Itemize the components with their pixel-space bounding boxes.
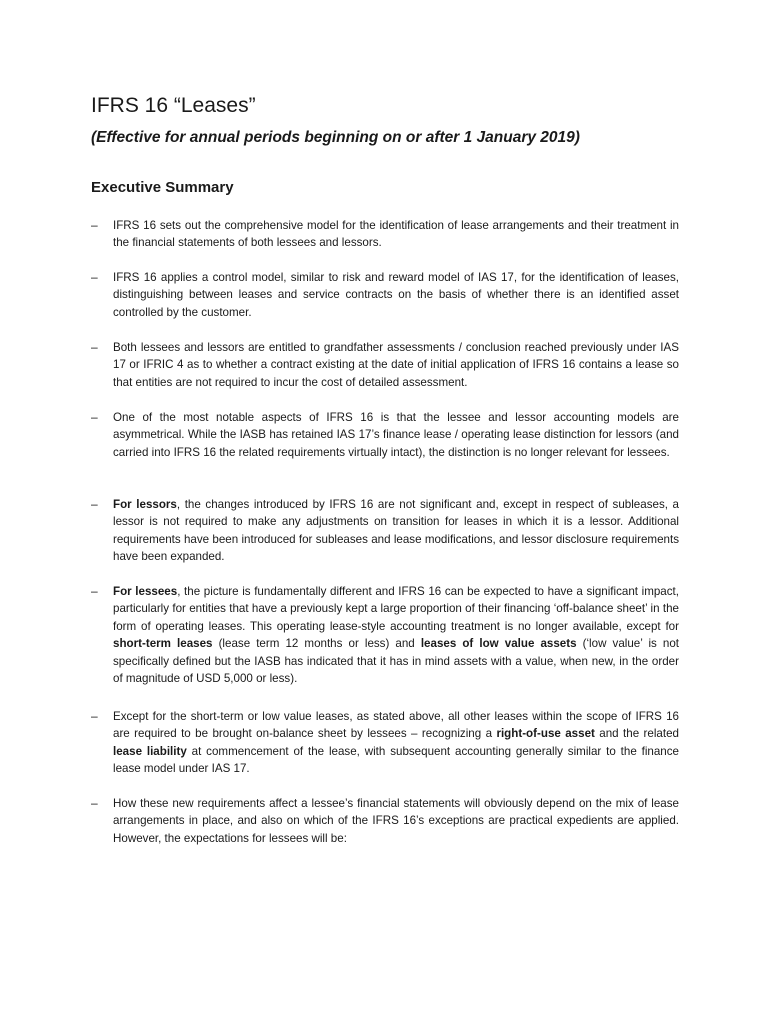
bullet-dash: – xyxy=(91,270,98,284)
bullet-text: For lessees, the picture is fundamentally different and IFRS 16 can be expected to have a significant impact, particularly for entities that have a previously kept a large proportion of their financing ‘off-balance sheet’ in the form of operating leases. This operating lease-style accounting treatment is no longer available, except for short-term leases (lease term 12 months or less) and leases of low value assets (‘low value’ is not specifically defined but the IASB has indicated that it has in mind assets with a value, when new, in the order of magnitude of USD 5,000 or less). xyxy=(113,585,679,686)
bullet-text: IFRS 16 applies a control model, similar to risk and reward model of IAS 17, for the identification of leases, distinguishing between leases and service contracts on the basis of whether there is an identified asset controlled by the customer. xyxy=(113,271,679,319)
bullet-dash: – xyxy=(91,497,98,511)
bullet-text: One of the most notable aspects of IFRS 16 is that the lessee and lessor accounting models are asymmetrical. While the IASB has retained IAS 17’s finance lease / operating lease distinction for lessors (and carried into IFRS 16 the related requirements virtually intact), the distinction is no longer relevant for lessees. xyxy=(113,411,679,459)
page-subtitle: (Effective for annual periods beginning on or after 1 January 2019) xyxy=(91,129,580,146)
list-item xyxy=(91,583,679,687)
bullet-text: How these new requirements affect a lessee’s financial statements will obviously depend on the mix of lease arrangements in place, and also on which of the IFRS 16’s exceptions are practical expedients are applied. However, the expectations for lessees will be: xyxy=(113,797,679,845)
list-item xyxy=(91,339,679,391)
page-title: IFRS 16 “Leases” xyxy=(91,94,256,117)
bullet-text: Both lessees and lessors are entitled to grandfather assessments / conclusion reached previously under IAS 17 or IFRIC 4 as to whether a contract existing at the date of initial application of IFRS 16 contains a lease so that entities are not required to incur the cost of detailed assessment. xyxy=(113,341,679,389)
bullet-dash: – xyxy=(91,796,98,810)
list-item xyxy=(91,795,679,847)
bullet-text: Except for the short-term or low value leases, as stated above, all other leases within the scope of IFRS 16 are required to be brought on-balance sheet by lessees – recognizing a right-of-use asset and the related lease liability at commencement of the lease, with subsequent accounting generally similar to the finance lease model under IAS 17. xyxy=(113,710,679,776)
bullet-dash: – xyxy=(91,584,98,598)
bullet-text: For lessors, the changes introduced by IFRS 16 are not significant and, except in respect of subleases, a lessor is not required to make any adjustments on transition for leases in which it is a lessor. Additional requirements have been introduced for subleases and lease modifications, and lessor disclosure requirements have been expanded. xyxy=(113,498,679,564)
list-item xyxy=(91,496,679,566)
list-item xyxy=(91,708,679,778)
list-item xyxy=(91,409,679,461)
list-item xyxy=(91,269,679,321)
bullet-dash: – xyxy=(91,709,98,723)
list-item xyxy=(91,217,679,252)
bullet-dash: – xyxy=(91,340,98,354)
section-heading: Executive Summary xyxy=(91,179,234,196)
bullet-dash: – xyxy=(91,218,98,232)
bullet-text: IFRS 16 sets out the comprehensive model for the identification of lease arrangements and their treatment in the financial statements of both lessees and lessors. xyxy=(113,219,679,250)
bullet-dash: – xyxy=(91,410,98,424)
